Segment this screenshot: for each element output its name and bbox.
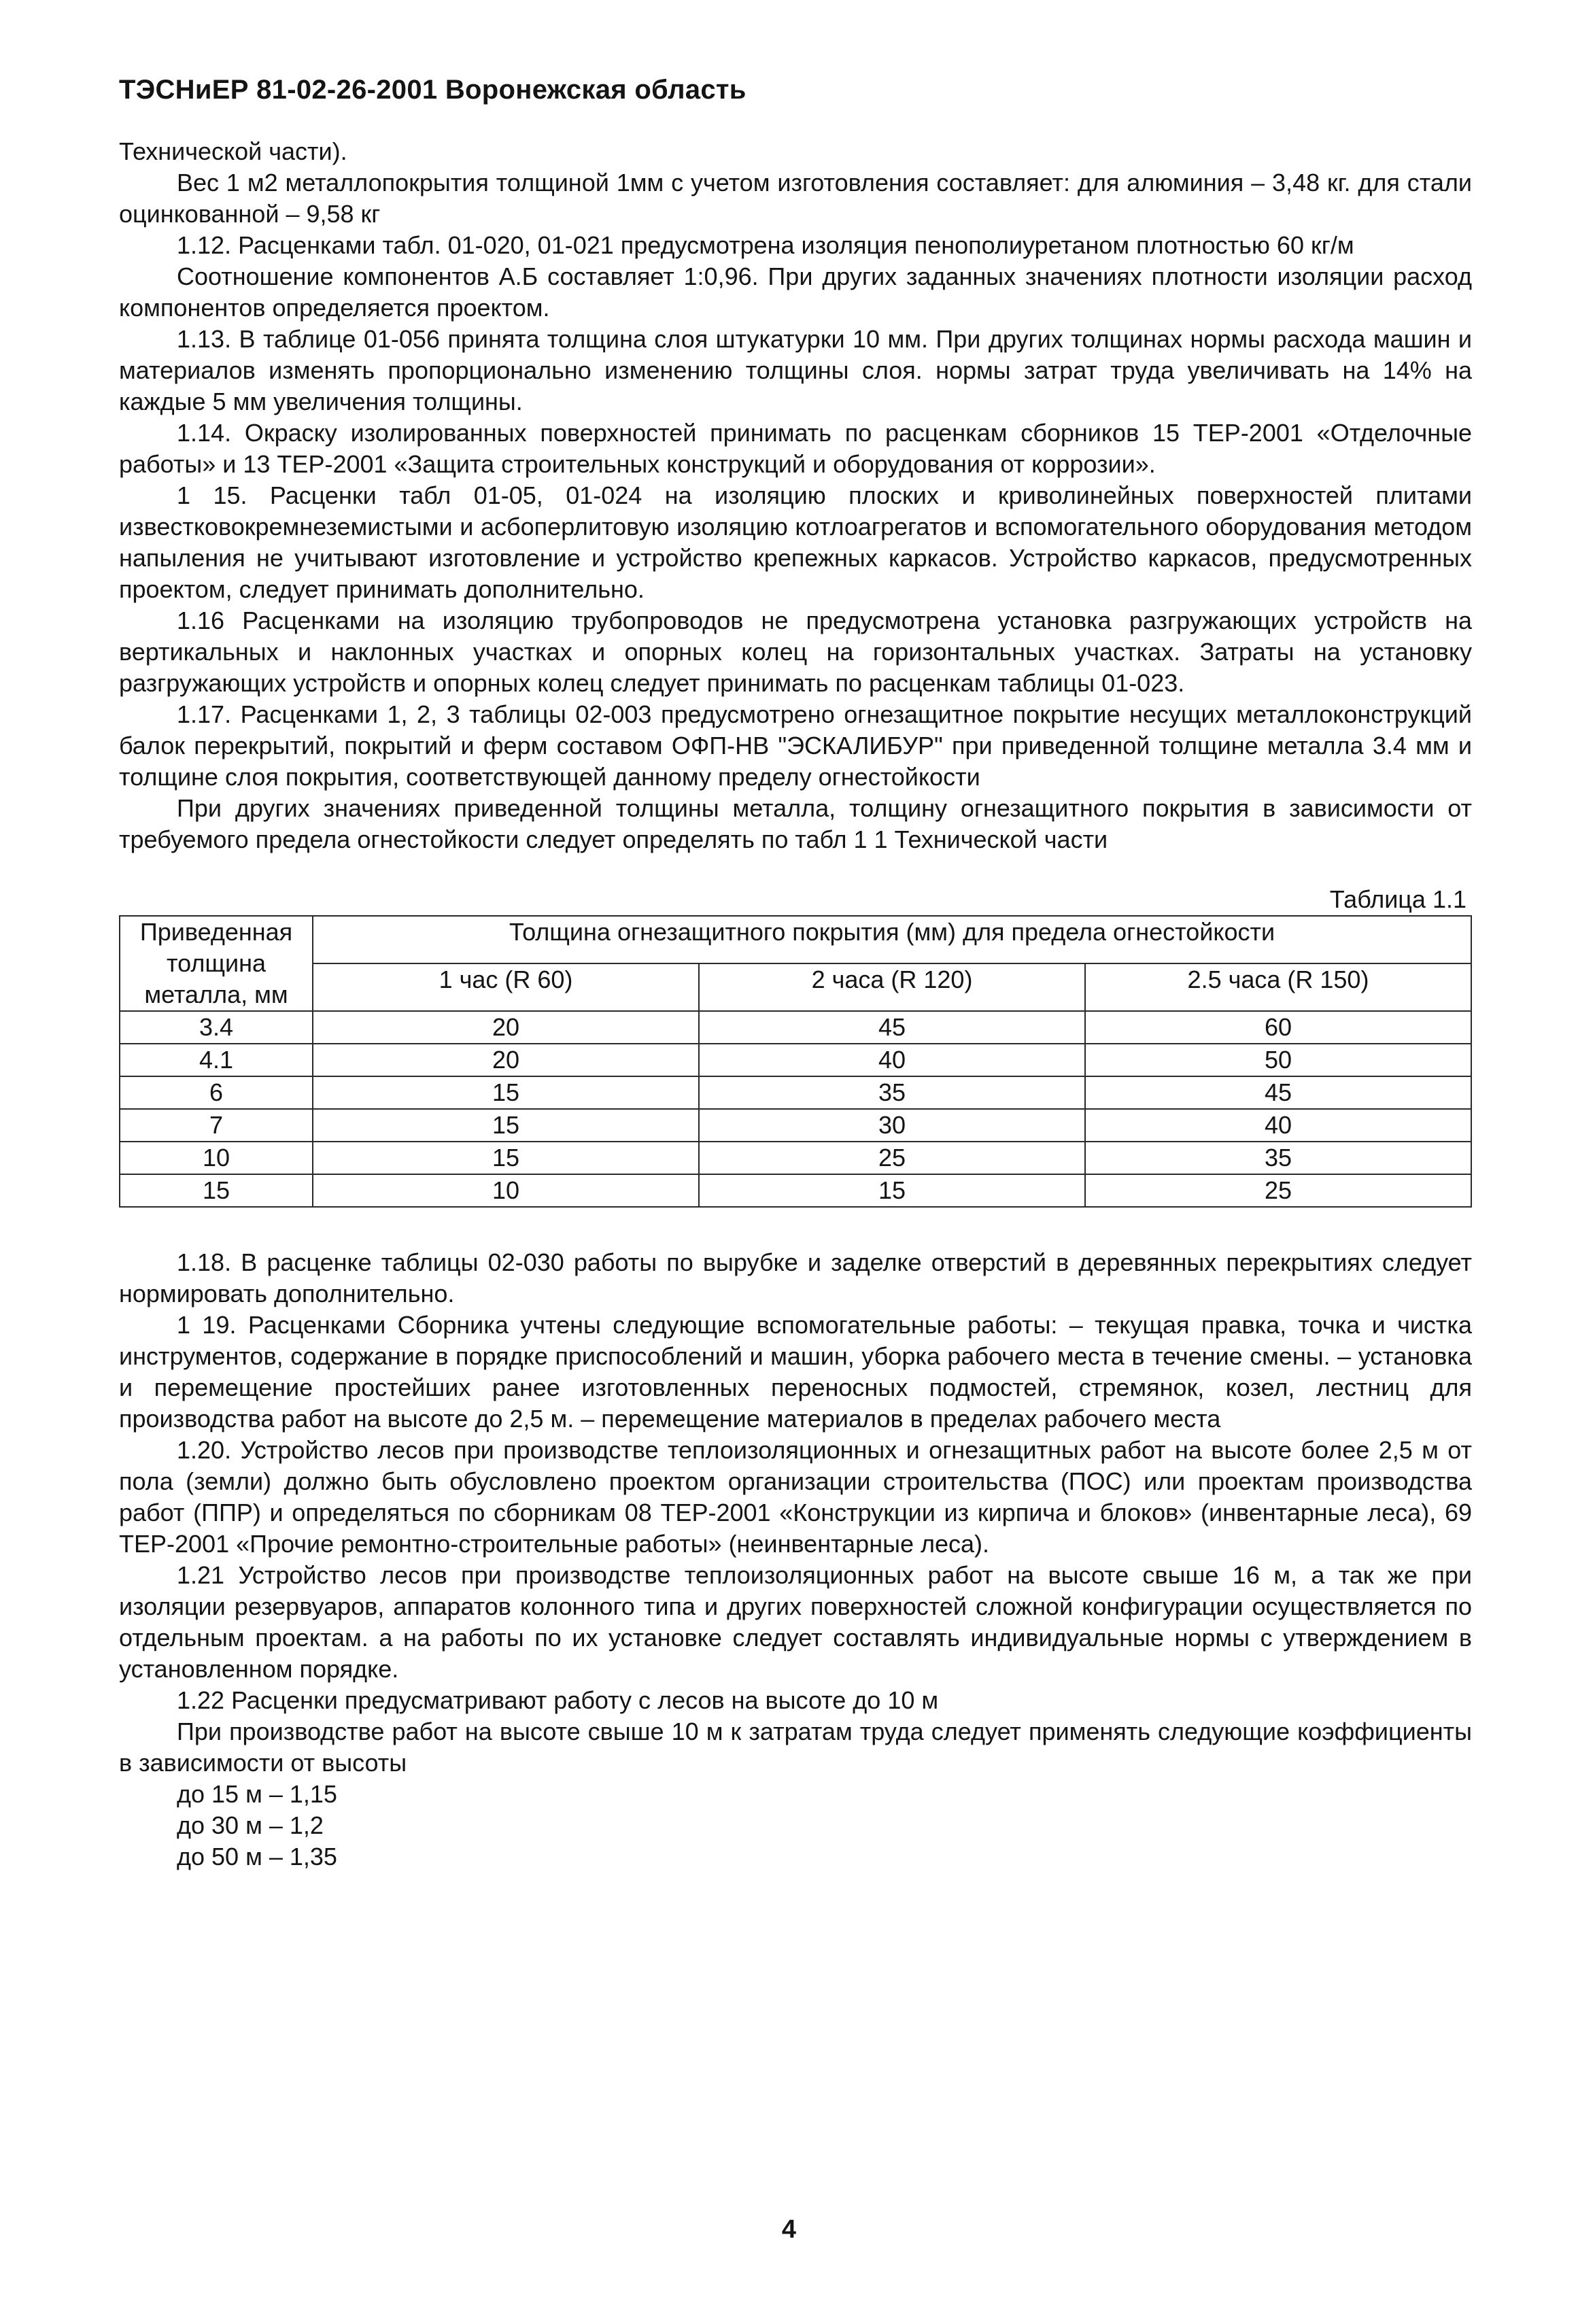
table-row bbox=[120, 1174, 1471, 1207]
table-cell: 15 bbox=[120, 1174, 313, 1207]
paragraph: При других значениях приведенной толщины металла, толщину огнезащитного покрытия в зависимости от требуемого предела огнестойкости следует определять по табл 1 1 Технической части bbox=[119, 794, 1472, 853]
table-cell: 50 bbox=[1085, 1044, 1471, 1076]
paragraph: Вес 1 м2 металлопокрытия толщиной 1мм с учетом изготовления составляет: для алюминия – 3,48 кг. для стали оцинкованной – 9,58 кг bbox=[119, 169, 1472, 228]
header-cell-r60: 1 час (R 60) bbox=[313, 963, 699, 1011]
table-row bbox=[120, 1044, 1471, 1076]
table-cell: 25 bbox=[1085, 1174, 1471, 1207]
page-number: 4 bbox=[781, 2215, 797, 2244]
paragraph: 1 15. Расценки табл 01-05, 01-024 на изоляцию плоских и криволинейных поверхностей плитами известковокремнеземистыми и асбоперлитовую изоляцию котлоагрегатов и вспомогательного оборудования методом напыления не учитывают изготовление и устройство крепежных каркасов. Устройство каркасов, предусмотренных проектом, следует принимать дополнительно. bbox=[119, 481, 1472, 603]
document-body bbox=[119, 136, 1472, 1873]
table-cell: 30 bbox=[699, 1109, 1085, 1142]
table-row bbox=[120, 1011, 1471, 1044]
paragraph: 1.12. Расценками табл. 01-020, 01-021 предусмотрена изоляция пенополиуретаном плотностью 60 кг/м bbox=[177, 231, 1354, 259]
fire-protection-table bbox=[119, 915, 1472, 1208]
table-cell: 60 bbox=[1085, 1011, 1471, 1044]
table-cell: 10 bbox=[120, 1142, 313, 1174]
header-cell-metal-thickness: Приведенная толщина металла, мм bbox=[120, 916, 313, 1011]
table-cell: 6 bbox=[120, 1076, 313, 1109]
table-cell: 15 bbox=[313, 1109, 699, 1142]
header-cell-r150: 2.5 часа (R 150) bbox=[1085, 963, 1471, 1011]
table-cell: 45 bbox=[1085, 1076, 1471, 1109]
bottom-section bbox=[119, 1247, 1472, 1873]
table-cell: 40 bbox=[699, 1044, 1085, 1076]
paragraph: 1.16 Расценками на изоляцию трубопроводов не предусмотрена установка разгружающих устройств на вертикальных и наклонных участках и опорных колец на горизонтальных участках. Затраты на установку разгружающих устройств и опорных колец следует принимать по расценкам таблицы 01-023. bbox=[119, 606, 1472, 697]
table-row bbox=[120, 1076, 1471, 1109]
paragraph: Технической части). bbox=[119, 137, 347, 165]
table-row bbox=[120, 1109, 1471, 1142]
paragraph: 1.17. Расценками 1, 2, 3 таблицы 02-003 предусмотрено огнезащитное покрытие несущих металлоконструкций балок перекрытий, покрытий и ферм составом ОФП-НВ "ЭСКАЛИБУР" при приведенной толщине металла 3.4 мм и толщине слоя покрытия, соответствующей данному пределу огнестойкости bbox=[119, 700, 1472, 791]
table-cell: 7 bbox=[120, 1109, 313, 1142]
table-cell: 20 bbox=[313, 1011, 699, 1044]
table-cell: 35 bbox=[1085, 1142, 1471, 1174]
paragraph: 1.13. В таблице 01-056 принята толщина слоя штукатурки 10 мм. При других толщинах нормы расхода машин и материалов изменять пропорционально изменению толщины слоя. нормы затрат труда увеличивать на 14% на каждые 5 мм увеличения толщины. bbox=[119, 325, 1472, 415]
table-cell: 3.4 bbox=[120, 1011, 313, 1044]
height-coefficient-item: до 50 м – 1,35 bbox=[177, 1843, 337, 1870]
paragraph: 1.18. В расценке таблицы 02-030 работы по вырубке и заделке отверстий в деревянных перекрытиях следует нормировать дополнительно. bbox=[119, 1248, 1472, 1308]
document-header: ТЭСНиЕР 81-02-26-2001 Воронежская область bbox=[119, 75, 747, 105]
table-cell: 25 bbox=[699, 1142, 1085, 1174]
table-cell: 20 bbox=[313, 1044, 699, 1076]
paragraph: Соотношение компонентов А.Б составляет 1:0,96. При других заданных значениях плотности изоляции расход компонентов определяется проектом. bbox=[119, 262, 1472, 322]
paragraph: 1.22 Расценки предусматривают работу с лесов на высоте до 10 м bbox=[177, 1686, 939, 1714]
table-cell: 35 bbox=[699, 1076, 1085, 1109]
table-cell: 45 bbox=[699, 1011, 1085, 1044]
paragraph: 1.14. Окраску изолированных поверхностей принимать по расценкам сборников 15 ТЕР-2001 «Отделочные работы» и 13 ТЕР-2001 «Защита строительных конструкций и оборудования от коррозии». bbox=[119, 419, 1472, 478]
table-cell: 10 bbox=[313, 1174, 699, 1207]
table-cell: 40 bbox=[1085, 1109, 1471, 1142]
paragraph: При производстве работ на высоте свыше 10 м к затратам труда следует применять следующие коэффициенты в зависимости от высоты bbox=[119, 1718, 1472, 1777]
table-cell: 15 bbox=[313, 1142, 699, 1174]
header-cell-r120: 2 часа (R 120) bbox=[699, 963, 1085, 1011]
paragraph: 1.20. Устройство лесов при производстве теплоизоляционных и огнезащитных работ на высоте более 2,5 м от пола (земли) должно быть обусловлено проектом организации строительства (ПОС) или проектам производства работ (ППР) и определяться по сборникам 08 ТЕР-2001 «Конструкции из кирпича и блоков» (инвентарные леса), 69 ТЕР-2001 «Прочие ремонтно-строительные работы» (неинвентарные леса). bbox=[119, 1436, 1472, 1558]
table-cell: 15 bbox=[313, 1076, 699, 1109]
paragraph: 1.21 Устройство лесов при производстве теплоизоляционных работ на высоте свыше 16 м, а так же при изоляции резервуаров, аппаратов колонного типа и других поверхностей сложной конфигурации осуществляется по отдельным проектам. а на работы по их установке следует составлять индивидуальные нормы с утверждением в установленном порядке. bbox=[119, 1561, 1472, 1683]
paragraph: 1 19. Расценками Сборника учтены следующие вспомогательные работы: – текущая правка, точка и чистка инструментов, содержание в порядке приспособлений и машин, уборка рабочего места в течение смены. – установка и перемещение простейших ранее изготовленных переносных подмостей, стремянок, козел, лестниц для производства работ на высоте до 2,5 м. – перемещение материалов в пределах рабочего места bbox=[119, 1311, 1472, 1433]
height-coefficient-item: до 15 м – 1,15 bbox=[177, 1780, 337, 1808]
header-cell-coating-thickness: Толщина огнезащитного покрытия (мм) для предела огнестойкости bbox=[313, 916, 1471, 963]
height-coefficient-item: до 30 м – 1,2 bbox=[177, 1811, 324, 1839]
table-row bbox=[120, 1142, 1471, 1174]
table-cell: 15 bbox=[699, 1174, 1085, 1207]
table-cell: 4.1 bbox=[120, 1044, 313, 1076]
table-caption: Таблица 1.1 bbox=[1329, 885, 1466, 913]
